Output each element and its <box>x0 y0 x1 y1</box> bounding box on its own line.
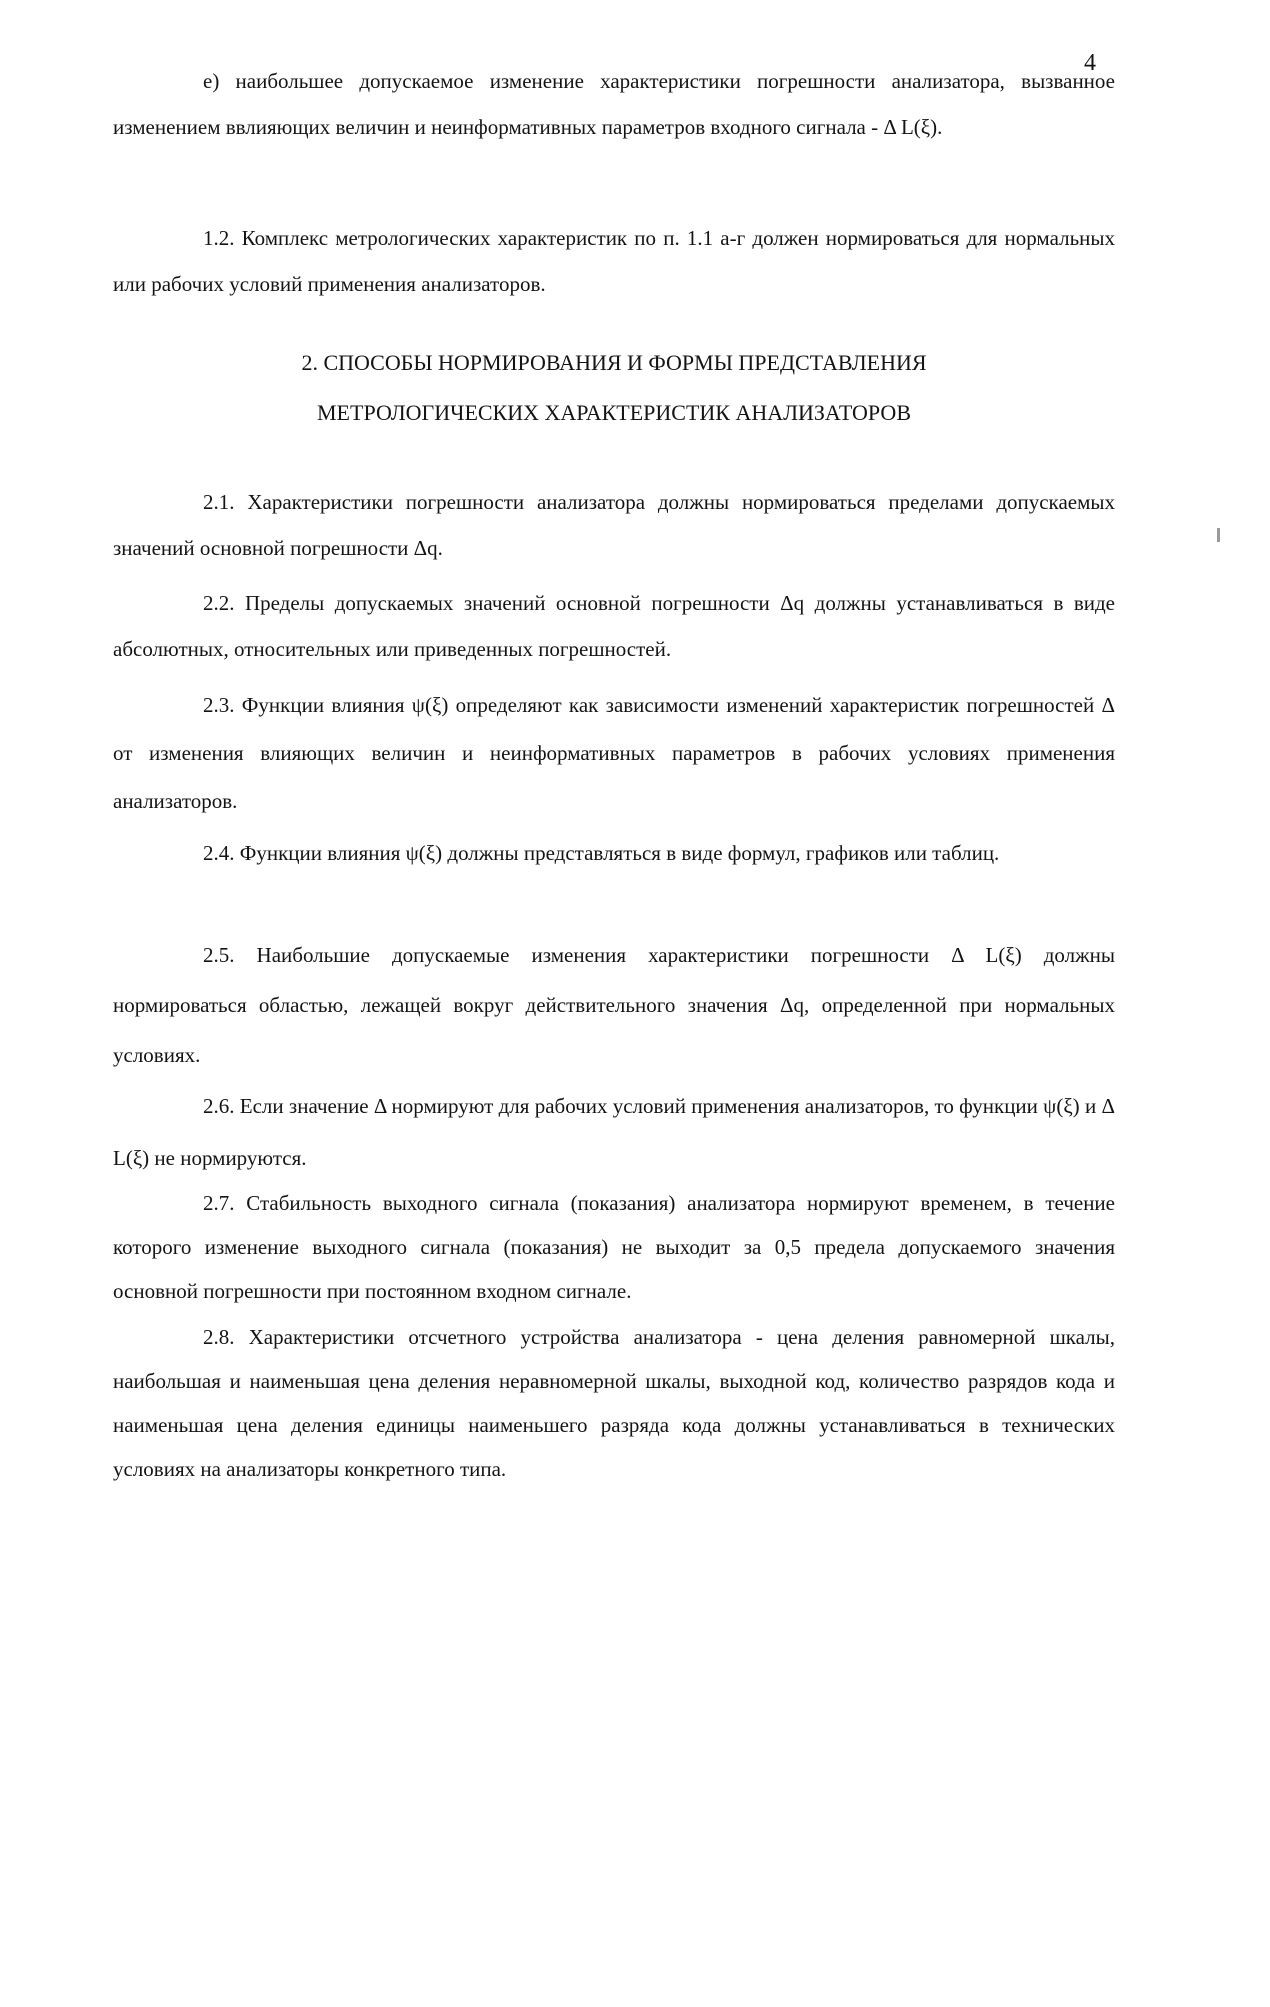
paragraph-2-7 <box>113 1181 1115 1313</box>
paragraph-2-8-text: 2.8. Характеристики отсчетного устройства анализатора - цена деления равномерной шкалы, наибольшая и наименьшая цена деления неравномерной шкалы, выходной код, количество разрядов кода и наименьшая цена деления единицы наименьшего разряда кода должны устанавливаться в технических условиях на анализаторы конкретного типа. <box>113 1325 1115 1481</box>
section-heading-line-2: МЕТРОЛОГИЧЕСКИХ ХАРАКТЕРИСТИК АНАЛИЗАТОРОВ <box>317 400 911 425</box>
paragraph-2-6 <box>113 1080 1115 1184</box>
page-number: 4 <box>1084 50 1096 76</box>
section-heading <box>113 338 1115 438</box>
paragraph-2-2 <box>113 580 1115 672</box>
paragraph-2-4-text: 2.4. Функции влияния ψ(ξ) должны представляться в виде формул, графиков или таблиц. <box>203 841 1000 865</box>
paragraph-2-1 <box>113 479 1115 571</box>
item-1-2-text: 1.2. Комплекс метрологических характеристик по п. 1.1 а-г должен нормироваться для нормальных или рабочих условий применения анализаторов. <box>113 226 1115 296</box>
item-e-text: е) наибольшее допускаемое изменение характеристики погрешности анализатора, вызванное изменением ввлияющих величин и неинформативных параметров входного сигнала - Δ L(ξ). <box>113 69 1115 139</box>
item-1-2-paragraph <box>113 215 1115 307</box>
paragraph-2-5 <box>113 930 1115 1080</box>
paragraph-2-8 <box>113 1315 1115 1491</box>
paragraph-2-6-text: 2.6. Если значение Δ нормируют для рабочих условий применения анализаторов, то функции ψ(ξ) и Δ L(ξ) не нормируются. <box>113 1094 1115 1170</box>
paragraph-2-3 <box>113 681 1115 825</box>
paragraph-2-1-text: 2.1. Характеристики погрешности анализатора должны нормироваться пределами допускаемых значений основной погрешности Δq. <box>113 490 1115 560</box>
paragraph-2-5-text: 2.5. Наибольшие допускаемые изменения характеристики погрешности Δ L(ξ) должны нормироваться областью, лежащей вокруг действительного значения Δq, определенной при нормальных условиях. <box>113 943 1115 1067</box>
item-e-paragraph <box>113 58 1115 150</box>
paragraph-2-7-text: 2.7. Стабильность выходного сигнала (показания) анализатора нормируют временем, в течение которого изменение выходного сигнала (показания) не выходит за 0,5 предела допускаемого значения основной погрешности при постоянном входном сигнале. <box>113 1191 1115 1303</box>
paragraph-2-3-text: 2.3. Функции влияния ψ(ξ) определяют как зависимости изменений характеристик погрешностей Δ от изменения влияющих величин и неинформативных параметров в рабочих условиях применения анализаторов. <box>113 693 1115 813</box>
paragraph-2-2-text: 2.2. Пределы допускаемых значений основной погрешности Δq должны устанавливаться в виде абсолютных, относительных или приведенных погрешностей. <box>113 591 1115 661</box>
paragraph-2-4 <box>113 830 1115 876</box>
section-heading-line-1: 2. СПОСОБЫ НОРМИРОВАНИЯ И ФОРМЫ ПРЕДСТАВЛЕНИЯ <box>301 350 927 375</box>
scan-artifact-mark <box>1217 528 1220 542</box>
